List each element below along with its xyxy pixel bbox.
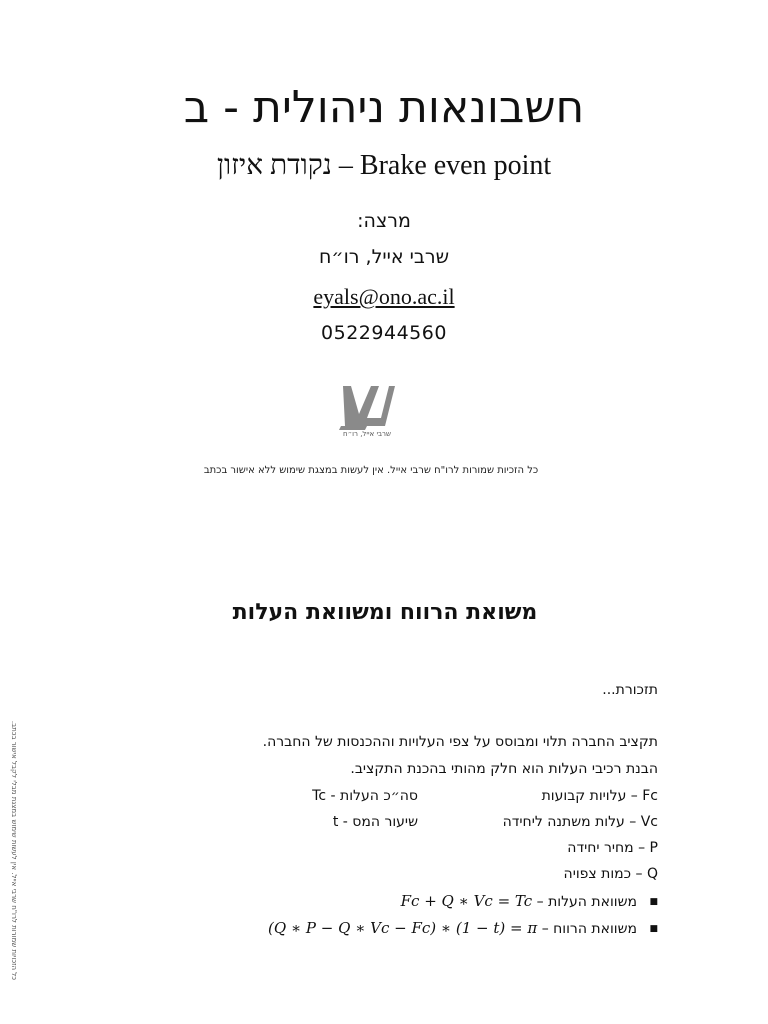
paragraph-2: הבנת רכיבי העלות הוא חלק מהותי בהכנת התקציב. xyxy=(350,761,658,777)
copyright-note: כל הזכיות שמורות לרו"ח שרבי אייל. אין לעשות במצגת שימוש ללא אישור בכתב xyxy=(203,465,539,476)
definition: Fc – עלויות קבועות xyxy=(541,788,658,804)
definition-row xyxy=(218,866,658,886)
profit-equation-formula: (Q ∗ P − Q ∗ Vc − Fc) ∗ (1 − t) = π xyxy=(268,919,538,937)
subtitle: Brake even point – נקודת איזון xyxy=(216,150,552,181)
cost-equation xyxy=(401,892,658,910)
email-link[interactable]: eyals@ono.ac.il xyxy=(313,284,455,309)
section-title: משואת הרווח ומשוואת העלות xyxy=(232,600,538,625)
bullet-icon: ■ xyxy=(649,924,658,934)
definition: Q – כמות צפויה xyxy=(563,866,658,882)
profit-equation xyxy=(268,919,658,937)
profit-equation-label: משוואת הרווח – xyxy=(541,921,638,937)
email-line xyxy=(0,284,768,310)
presenter-name: שרבי אייל, רו״ח xyxy=(318,246,450,268)
definition-row xyxy=(218,814,658,834)
side-copyright xyxy=(4,680,16,980)
presenter-label: מרצה: xyxy=(357,210,411,232)
cost-equation-formula: Fc + Q ∗ Vc = Tc xyxy=(400,892,533,910)
definition: P – מחיר יחידה xyxy=(567,840,658,856)
main-title: חשבונאות ניהולית - ב xyxy=(183,82,585,133)
phone-number: 0522944560 xyxy=(321,322,447,344)
slide-title xyxy=(0,0,768,500)
definition: סה״כ העלות - Tc xyxy=(312,788,418,804)
side-copyright-text: כל הזכויות שמורות לרו"ח שרבי אייל. אין לעשות שימוש במצגת מבלי לקבל אישור בכתב. xyxy=(10,720,18,980)
definition: Vc – עלות משתנה ליחידה xyxy=(502,814,658,830)
cost-equation-label: משוואת העלות – xyxy=(536,894,638,910)
definition-row xyxy=(218,788,658,808)
paragraph-1: תקציב החברה תלוי ומבוסס על צפי העלויות וההכנסות של החברה. xyxy=(262,734,658,750)
definition: שיעור המס - t xyxy=(332,814,418,830)
reminder: תזכורת... xyxy=(602,682,658,698)
slide-equations xyxy=(0,560,768,1024)
bullet-icon: ■ xyxy=(649,897,658,907)
logo-caption: שרבי אייל, רו״ח xyxy=(343,430,391,438)
definition-row xyxy=(218,840,658,860)
